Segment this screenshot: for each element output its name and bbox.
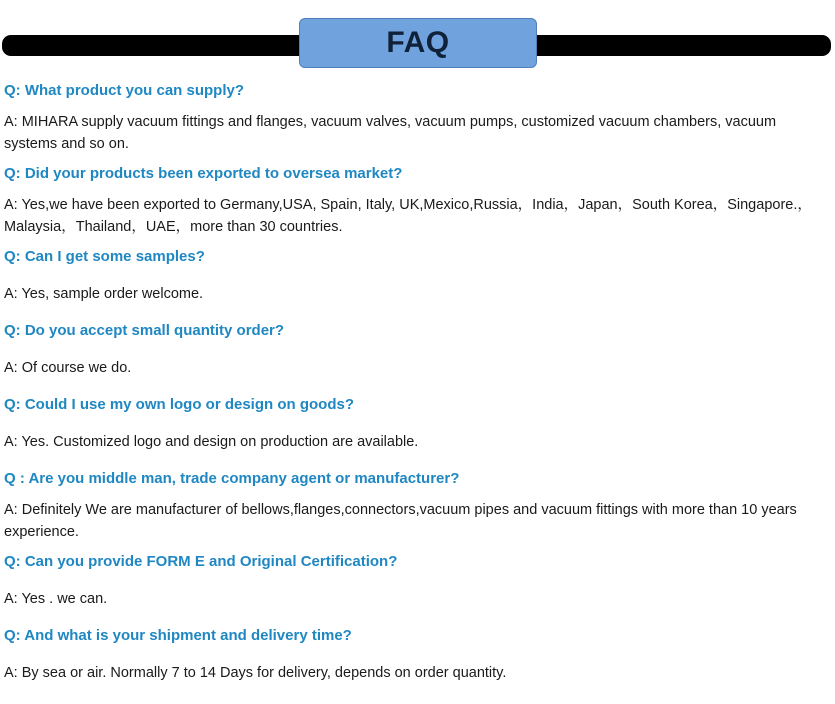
faq-answer-6: A: Definitely We are manufacturer of bellows,flanges,connectors,vacuum pipes and vacuum fittings with more than 10 years experience. [4,502,797,540]
faq-answer-3: A: Yes, sample order welcome. [4,286,204,302]
faq-question-8: Q: And what is your shipment and delivery time? [4,627,352,644]
faq-question-7: Q: Can you provide FORM E and Original Certification? [4,553,398,570]
faq-header [0,0,835,80]
faq-question-6: Q : Are you middle man, trade company agent or manufacturer? [4,470,460,487]
faq-question-5: Q: Could I use my own logo or design on goods? [4,396,354,413]
faq-question-2: Q: Did your products been exported to oversea market? [4,165,403,182]
faq-question-4: Q: Do you accept small quantity order? [4,322,285,339]
faq-answer-7: A: Yes . we can. [4,591,108,607]
faq-answer-5: A: Yes. Customized logo and design on production are available. [4,434,419,450]
faq-answer-1: A: MIHARA supply vacuum fittings and flanges, vacuum valves, vacuum pumps, customized vacuum chambers, vacuum systems and so on. [4,114,777,152]
header-banner [299,18,537,68]
page-title: FAQ [386,26,450,59]
faq-question-1: Q: What product you can supply? [4,82,244,99]
faq-answer-8: A: By sea or air. Normally 7 to 14 Days for delivery, depends on order quantity. [4,665,507,681]
faq-answer-4: A: Of course we do. [4,360,132,376]
faq-question-3: Q: Can I get some samples? [4,248,205,265]
faq-answer-2: A: Yes,we have been exported to Germany,USA, Spain, Italy, UK,Mexico,Russia，India，Japan，South Korea，Singapore.，Malaysia，Thailand，UAE，more than 30 countries. [4,197,812,235]
